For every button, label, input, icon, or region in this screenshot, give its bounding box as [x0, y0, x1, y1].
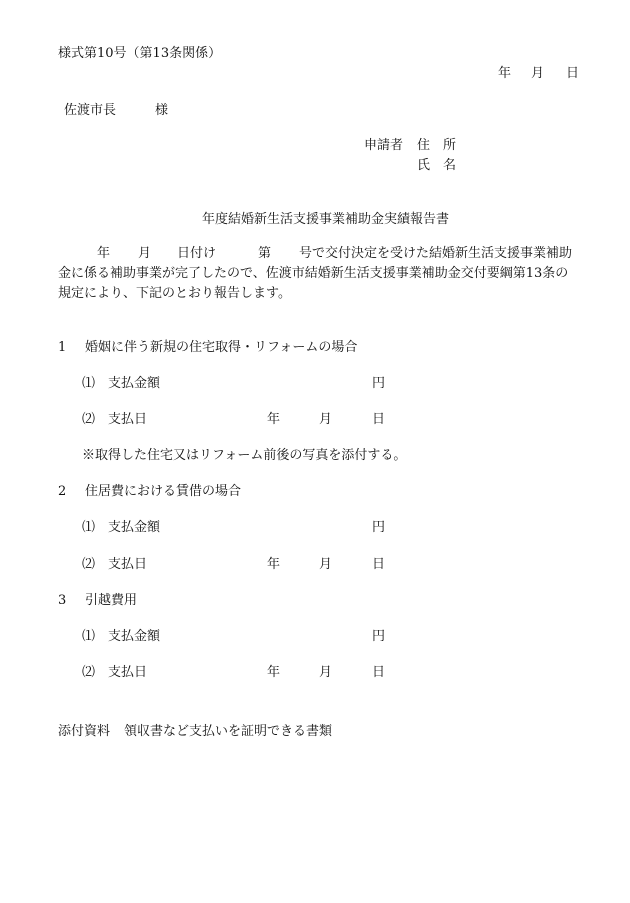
payment-year-label: 年 [267, 665, 281, 680]
applicant-address-label: 住 所 [417, 138, 457, 153]
section-number: 2 [58, 484, 67, 499]
payment-day-label: 日 [372, 665, 386, 680]
payment-day-label: 日 [372, 557, 386, 572]
payment-year-label: 年 [267, 412, 281, 427]
report-date-suffix: 日付け [177, 246, 217, 261]
form-number: 様式第10号（第13条関係） [58, 46, 222, 61]
payment-date-label: 支払日 [108, 665, 148, 680]
amount-item-number: ⑴ [82, 376, 96, 391]
report-month-label: 月 [138, 246, 152, 261]
date-year-label: 年 [498, 66, 512, 81]
addressee-name: 佐渡市長 [64, 103, 117, 118]
section-number: 3 [58, 593, 67, 608]
addressee-honorific: 様 [155, 103, 169, 118]
payment-day-label: 日 [372, 412, 386, 427]
amount-unit: 円 [372, 520, 386, 535]
amount-unit: 円 [372, 629, 386, 644]
payment-date-label: 支払日 [108, 412, 148, 427]
report-line-3: 規定により、下記のとおり報告します。 [58, 286, 291, 301]
payment-month-label: 月 [319, 665, 333, 680]
amount-label: 支払金額 [108, 376, 161, 391]
section-heading: 引越費用 [85, 593, 138, 608]
amount-item-number: ⑴ [82, 520, 96, 535]
date-item-number: ⑵ [82, 665, 96, 680]
payment-month-label: 月 [319, 557, 333, 572]
amount-item-number: ⑴ [82, 629, 96, 644]
date-month-label: 月 [531, 66, 545, 81]
report-number-prefix: 第 [258, 246, 272, 261]
section-heading: 婚姻に伴う新規の住宅取得・リフォームの場合 [85, 340, 358, 355]
amount-unit: 円 [372, 376, 386, 391]
document-title: 年度結婚新生活支援事業補助金実績報告書 [202, 212, 450, 227]
applicant-name-label: 氏 名 [417, 158, 457, 173]
date-day-label: 日 [566, 66, 580, 81]
payment-month-label: 月 [319, 412, 333, 427]
attachments-label: 添付資料 [58, 724, 111, 739]
section-number: 1 [58, 340, 67, 355]
section-heading: 住居費における賃借の場合 [85, 484, 242, 499]
date-item-number: ⑵ [82, 412, 96, 427]
payment-year-label: 年 [267, 557, 281, 572]
amount-label: 支払金額 [108, 629, 161, 644]
payment-date-label: 支払日 [108, 557, 148, 572]
report-line-1: 号で交付決定を受けた結婚新生活支援事業補助 [299, 246, 573, 261]
report-year-label: 年 [97, 246, 111, 261]
applicant-label: 申請者 [364, 138, 404, 153]
report-line-2: 金に係る補助事業が完了したので、佐渡市結婚新生活支援事業補助金交付要綱第13条の [58, 266, 569, 281]
amount-label: 支払金額 [108, 520, 161, 535]
section-note: ※取得した住宅又はリフォーム前後の写真を添付する。 [82, 448, 407, 463]
date-item-number: ⑵ [82, 557, 96, 572]
attachments-value: 領収書など支払いを証明できる書類 [124, 724, 333, 739]
